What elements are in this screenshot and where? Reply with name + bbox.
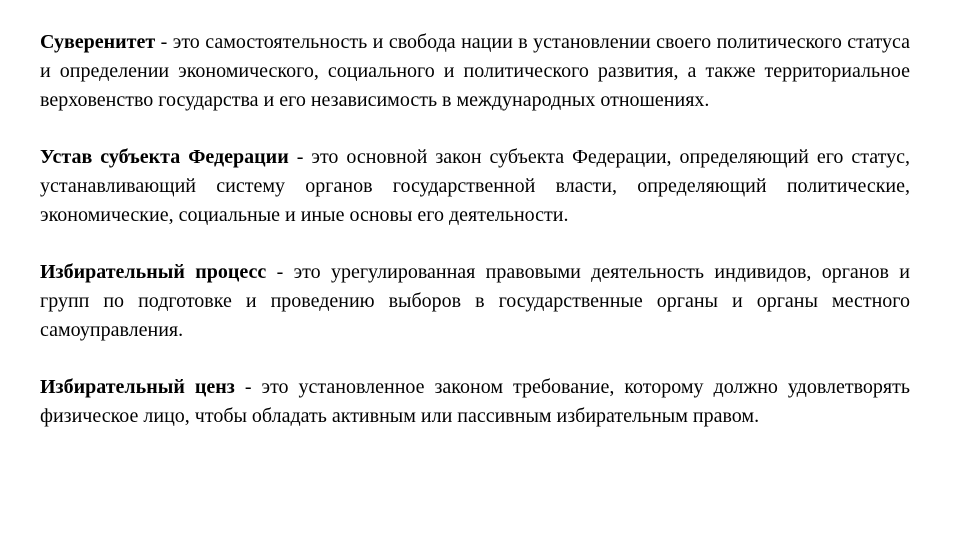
definition-text-electoral-process: это урегулированная правовыми деятельность индивидов, органов и групп по подготовке и проведению выборов в государственные органы и органы местного самоуправления. bbox=[40, 261, 910, 341]
definition-text-electoral-qualification: это установленное законом требование, которому должно удовлетворять физическое лицо, чтобы обладать активным или пассивным избирательным правом. bbox=[40, 376, 910, 427]
definition-sovereignty bbox=[40, 28, 910, 115]
term-sovereignty: Суверенитет bbox=[40, 31, 156, 53]
definition-separator: - bbox=[234, 376, 262, 398]
term-electoral-qualification: Избирательный ценз bbox=[40, 376, 235, 398]
term-electoral-process: Избирательный процесс bbox=[40, 261, 267, 283]
definition-text-sovereignty: это самостоятельность и свобода нации в установлении своего политического статуса и определении экономического, социального и политического развития, а также территориальное верховенство государства и его независимость в международных отношениях. bbox=[40, 31, 910, 111]
definition-electoral-qualification bbox=[40, 373, 910, 431]
definition-text-federation-charter: это основной закон субъекта Федерации, определяющий его статус, устанавливающий систему органов государственной власти, определяющий политические, экономические, социальные и иные основы его деятельности. bbox=[40, 146, 910, 226]
definition-separator: - bbox=[266, 261, 294, 283]
definition-separator: - bbox=[155, 31, 173, 53]
term-federation-charter: Устав субъекта Федерации bbox=[40, 146, 289, 168]
definition-electoral-process bbox=[40, 258, 910, 345]
definition-federation-charter bbox=[40, 143, 910, 230]
definition-separator: - bbox=[288, 146, 312, 168]
